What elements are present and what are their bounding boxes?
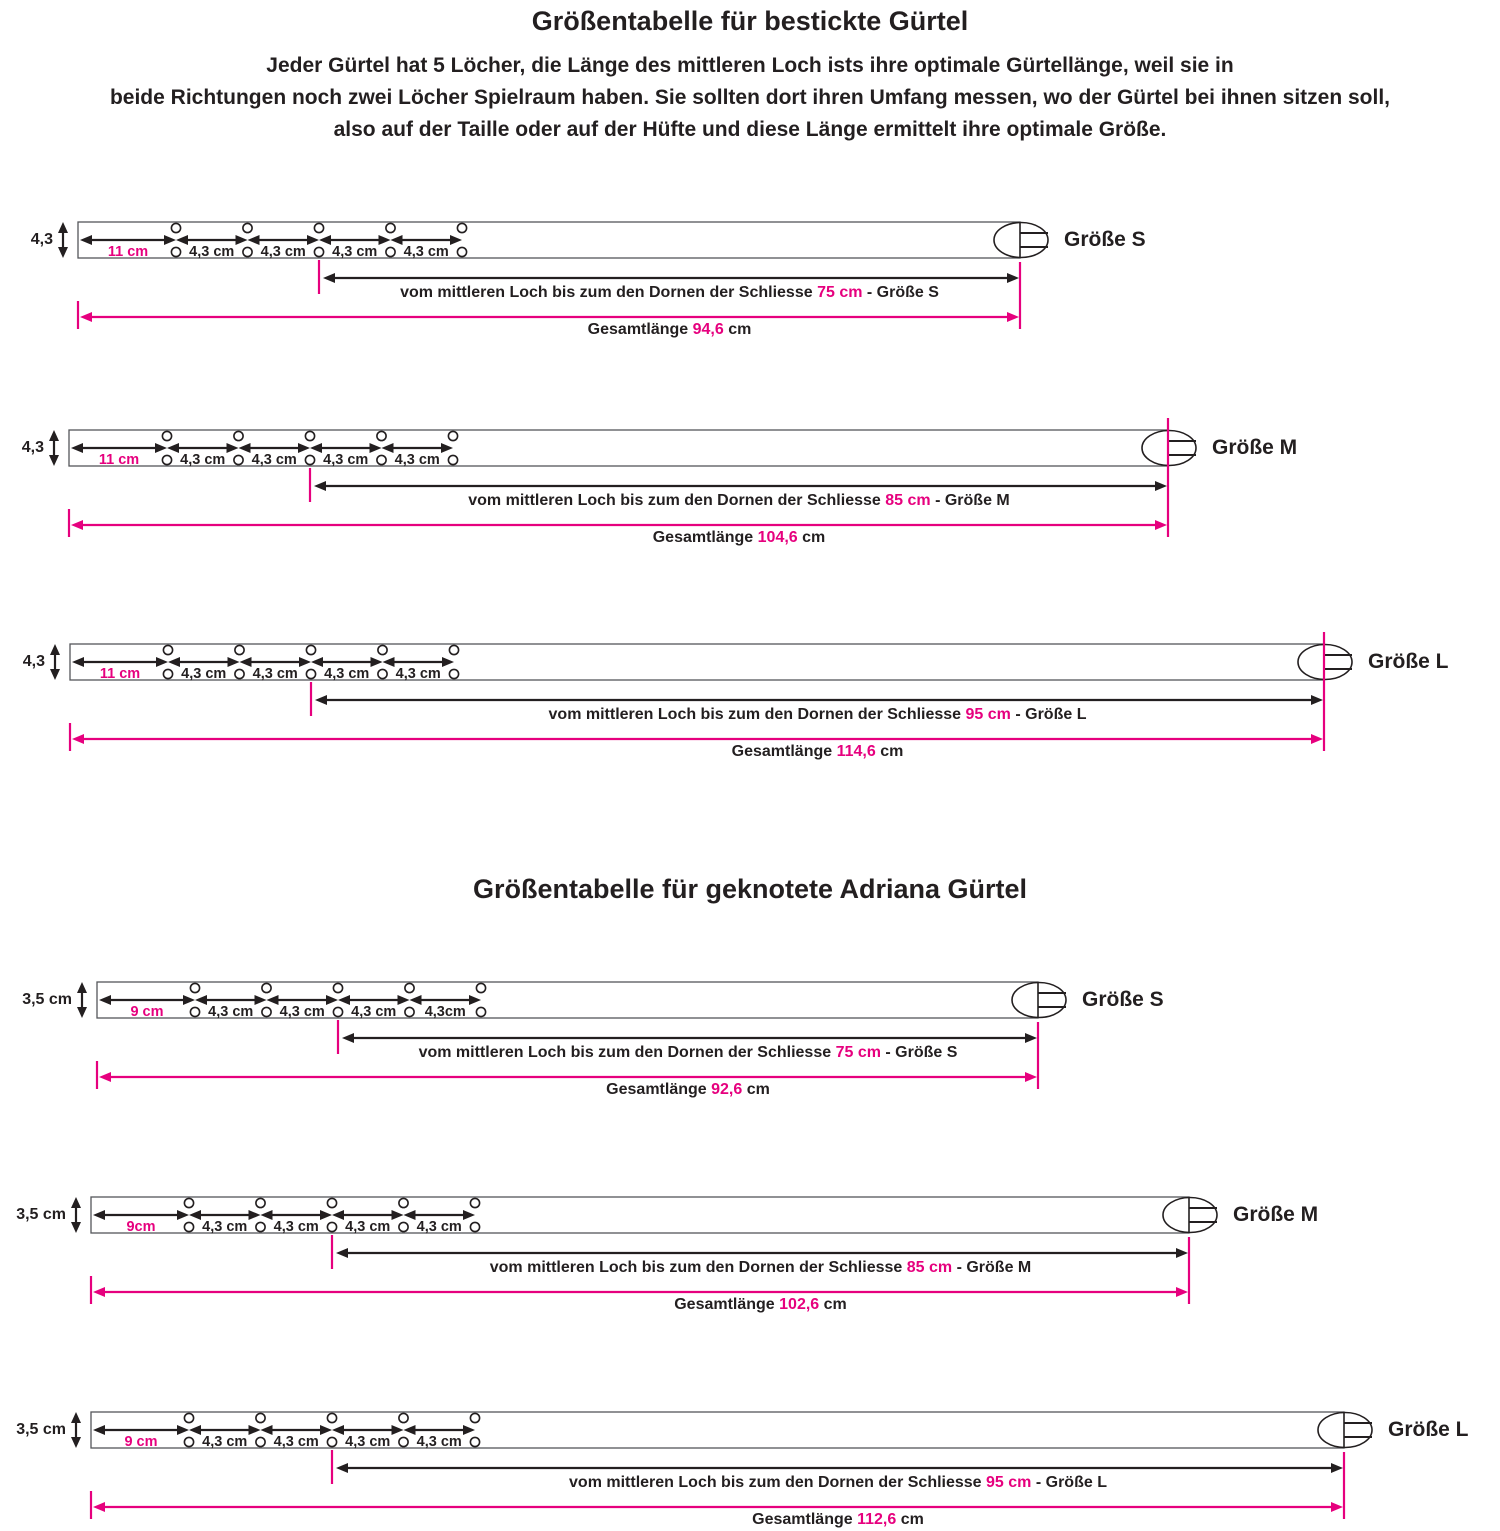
measurement-value: Gesamtlänge [606,1081,707,1098]
measurement-value: 95 cm [986,1474,1032,1491]
arrowhead [80,312,92,322]
span-label: 4,3 cm [403,244,449,260]
height-label: 3,5 cm [22,991,72,1008]
schliesse-label [549,706,1087,724]
measurement-value: Gesamtlänge [752,1511,853,1528]
arrowhead [71,1197,81,1208]
belt-hole [327,1413,336,1422]
arrowhead [1331,1502,1343,1512]
belt-hole [243,223,252,232]
gesamt-label [752,1511,924,1529]
span-label: 4,3 cm [252,666,298,682]
belt-hole [386,247,395,256]
height-label: 3,5 cm [16,1421,66,1438]
belt-hole [327,1198,336,1207]
arrowhead [50,644,60,655]
arrowhead [1025,1072,1037,1082]
measurement-value: cm [802,529,826,546]
schliesse-label [490,1259,1032,1277]
belt-row [50,632,1352,751]
span-label: 4,3 cm [180,452,226,468]
belt-hole [470,1437,479,1446]
measurement-value: - Größe M [956,1259,1032,1276]
intro-line: also auf der Taille oder auf der Hüfte und diese Länge ermittelt ihre optimale Größe. [333,118,1167,141]
measurement-value: 95 cm [965,706,1011,723]
span-label: 4,3 cm [273,1434,319,1450]
arrowhead [1176,1248,1188,1258]
arrowhead [323,273,335,283]
belt-hole [306,645,315,654]
belt-hole [399,1198,408,1207]
section-title-geknotete: Größentabelle für geknotete Adriana Gürtel [472,874,1028,904]
height-label: 4,3 [21,439,44,456]
intro-line: Jeder Gürtel hat 5 Löcher, die Länge des mittleren Loch ists ihre optimale Gürtellänge, weil sie in [266,54,1234,77]
measurement-value: 75 cm [817,284,863,301]
belt-hole [399,1437,408,1446]
measurement-value: 102,6 [779,1296,820,1313]
span-label: 4,3 cm [416,1219,462,1235]
measurement-value: vom mittleren Loch bis zum den Dornen der Schliesse [569,1474,982,1491]
schliesse-label [468,492,1010,510]
belt-hole [476,1007,485,1016]
arrowhead [49,430,59,441]
measurement-value: Gesamtlänge [652,529,754,546]
size-label: Größe S [1064,228,1146,251]
measurement-value: cm [746,1081,770,1098]
gesamt-label [588,321,752,339]
belt-hole [449,645,458,654]
measurement-value: vom mittleren Loch bis zum den Dornen der Schliesse [418,1044,832,1061]
measurement-value: 114,6 [836,743,876,760]
belt-hole [243,247,252,256]
span-label: 4,3 cm [181,666,227,682]
belt-hole [314,223,323,232]
belt-hole [470,1413,479,1422]
span-label: 4,3 cm [208,1004,254,1020]
belt-hole [256,1437,265,1446]
belt-hole [314,247,323,256]
arrowhead [71,1412,81,1423]
arrowhead [77,1007,87,1018]
measurement-value: Gesamtlänge [674,1296,775,1313]
belt-hole [470,1222,479,1231]
measurement-value: - Größe M [935,492,1010,509]
belt-hole [162,455,171,464]
span-label: 4,3cm [424,1004,466,1020]
gesamt-label [674,1296,847,1314]
measurement-value: - Größe S [866,284,939,301]
belt-hole [306,669,315,678]
arrowhead [50,669,60,680]
belt-hole [262,983,271,992]
span-label: 4,3 cm [394,452,440,468]
belt-hole [184,1437,193,1446]
belt-hole [184,1222,193,1231]
schliesse-label [400,284,939,302]
measurement-value: Gesamtlänge [587,321,689,338]
height-label: 3,5 cm [16,1206,66,1223]
arrowhead [1155,520,1167,530]
arrowhead [77,982,87,993]
arrowhead [1007,312,1019,322]
size-label: Größe S [1082,988,1164,1011]
span-label: 4,3 cm [273,1219,319,1235]
schliesse-label [419,1044,958,1062]
belt-hole [399,1413,408,1422]
measurement-value: cm [728,321,752,338]
span-label: 4,3 cm [345,1219,391,1235]
belt-hole [184,1413,193,1422]
arrowhead [1331,1463,1343,1473]
belt-hole [171,247,180,256]
span-label: 4,3 cm [332,244,378,260]
belt-hole [163,669,172,678]
belt-hole [256,1198,265,1207]
belt-row [58,222,1048,329]
measurement-value: 75 cm [835,1044,881,1061]
span-label: 4,3 cm [345,1434,391,1450]
belt-hole [305,431,314,440]
span-label: 4,3 cm [202,1434,248,1450]
buckle-icon [1012,983,1066,1018]
belt-row [49,418,1196,537]
span-label: 11 cm [98,452,140,468]
arrowhead [1025,1033,1037,1043]
belt-hole [256,1413,265,1422]
belt-hole [327,1437,336,1446]
belt-hole [256,1222,265,1231]
span-label: 4,3 cm [323,452,369,468]
arrowhead [93,1502,105,1512]
buckle-icon [1318,1413,1372,1448]
belt-hole [399,1222,408,1231]
measurement-value: - Größe S [885,1044,958,1061]
arrowhead [336,1248,348,1258]
measurement-value: cm [900,1511,924,1528]
span-label: 4,3 cm [324,666,370,682]
belt-hole [449,669,458,678]
belt-hole [262,1007,271,1016]
arrowhead [336,1463,348,1473]
span-label: 11 cm [99,666,141,682]
arrowhead [58,247,68,258]
arrowhead [314,481,326,491]
arrowhead [315,695,327,705]
belt-hole [333,983,342,992]
belt-hole [190,983,199,992]
arrowhead [49,455,59,466]
belt-hole [405,983,414,992]
belt-hole [162,431,171,440]
belt-hole [234,455,243,464]
measurement-value: cm [880,743,904,760]
belt-row [71,1197,1217,1304]
measurement-value: 85 cm [906,1259,953,1276]
arrowhead [72,734,84,744]
belt-hole [457,247,466,256]
measurement-value: 85 cm [885,492,931,509]
arrowhead [99,1072,111,1082]
arrowhead [71,520,83,530]
belt-hole [448,455,457,464]
arrowhead [93,1287,105,1297]
measurement-value: - Größe L [1035,1474,1107,1491]
section-title-bestickte: Größentabelle für bestickte Gürtel [531,6,969,36]
measurement-value: vom mittleren Loch bis zum den Dornen der Schliesse [489,1259,903,1276]
measurement-value: 94,6 [692,321,724,338]
intro-paragraph [0,50,1500,146]
size-label: Größe M [1212,436,1298,459]
belt-hole [457,223,466,232]
arrowhead [1311,695,1323,705]
measurement-value: cm [823,1296,847,1313]
belt-hole [171,223,180,232]
span-label: 4,3 cm [189,244,235,260]
belt-hole [378,669,387,678]
belt-hole [235,645,244,654]
buckle-icon [994,223,1048,258]
belt-hole [405,1007,414,1016]
span-label: 4,3 cm [351,1004,397,1020]
gesamt-label [732,743,904,761]
span-label: 4,3 cm [202,1219,248,1235]
span-label: 11 cm [107,244,149,260]
arrowhead [1007,273,1019,283]
belt-hole [377,455,386,464]
belt-hole [448,431,457,440]
span-label: 4,3 cm [416,1434,462,1450]
measurement-value: vom mittleren Loch bis zum den Dornen der Schliesse [400,284,813,301]
belt-hole [305,455,314,464]
measurement-value: 92,6 [711,1081,743,1098]
belt-hole [327,1222,336,1231]
span-label: 4,3 cm [395,666,441,682]
span-label: 4,3 cm [251,452,297,468]
belt-hole [386,223,395,232]
belt-hole [470,1198,479,1207]
belt-hole [378,645,387,654]
span-label: 9 cm [124,1434,158,1450]
belt-hole [234,431,243,440]
belt-hole [190,1007,199,1016]
measurement-value: vom mittleren Loch bis zum den Dornen der Schliesse [548,706,962,723]
size-label: Größe L [1388,1418,1469,1441]
arrowhead [71,1437,81,1448]
buckle-icon [1163,1198,1217,1233]
measurement-value: 112,6 [857,1511,897,1528]
measurement-value: Gesamtlänge [731,743,833,760]
arrowhead [342,1033,354,1043]
gesamt-label [653,529,826,547]
measurement-value: - Größe L [1015,706,1087,723]
height-label: 4,3 [30,231,53,248]
arrowhead [1155,481,1167,491]
measurement-value: 104,6 [757,529,798,546]
belt-hole [333,1007,342,1016]
belt-hole [235,669,244,678]
measurement-value: vom mittleren Loch bis zum den Dornen der Schliesse [468,492,881,509]
span-label: 4,3 cm [260,244,306,260]
span-label: 4,3 cm [279,1004,325,1020]
belt-row [77,982,1066,1089]
belt-row [71,1412,1372,1519]
belt-hole [476,983,485,992]
belt-hole [163,645,172,654]
size-label: Größe M [1233,1203,1319,1226]
arrowhead [71,1222,81,1233]
height-label: 4,3 [22,653,45,670]
belt-hole [184,1198,193,1207]
arrowhead [1311,734,1323,744]
arrowhead [58,222,68,233]
span-label: 9cm [126,1219,156,1235]
gesamt-label [606,1081,770,1099]
span-label: 9 cm [130,1004,164,1020]
size-label: Größe L [1368,650,1449,673]
schliesse-label [569,1474,1107,1492]
arrowhead [1176,1287,1188,1297]
belt-hole [377,431,386,440]
intro-line: beide Richtungen noch zwei Löcher Spielraum haben. Sie sollten dort ihren Umfang messen, wo der Gürtel bei ihnen sitzen soll, [109,86,1391,109]
